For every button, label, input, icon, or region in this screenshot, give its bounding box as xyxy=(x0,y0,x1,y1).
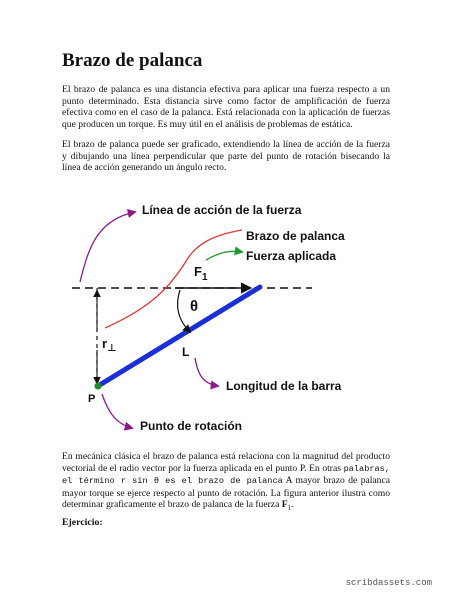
label-L: L xyxy=(182,345,190,359)
punto-arrow xyxy=(102,394,132,428)
force-symbol-text: F xyxy=(281,499,288,511)
paragraph3-mono: palabras, el término r sin θ es el brazo de palanca xyxy=(62,463,390,487)
lever-bar xyxy=(98,287,260,386)
longitud-arrow xyxy=(195,358,218,386)
label-P: P xyxy=(88,393,96,405)
paragraph3-part2: A mayor brazo de palanca mayor torque se ejerce respecto al punto de rotación. La figura anterior ilustra como determinar graficamente el brazo de palanca de la fuerza xyxy=(62,475,390,511)
force-symbol: F xyxy=(194,264,202,279)
exercise-heading: Ejercicio: xyxy=(62,517,103,528)
label-r xyxy=(102,336,116,354)
label-theta: θ xyxy=(190,298,199,315)
r-symbol: r xyxy=(102,336,108,351)
label-fuerza: Fuerza aplicada xyxy=(246,249,337,263)
label-f1 xyxy=(194,264,208,283)
paragraph-definition: El brazo de palanca es una distancia efectiva para aplicar una fuerza respecto a un punto determinado. Esta distancia sirve como factor de amplificación de fuerza efectiva como en el caso de la palanca. Está relacionada con la aplicación de fuerzas que producen un torque. Es muy útil en el análisis de problemas de estática. xyxy=(62,84,390,130)
force-subscript-text: 1 xyxy=(287,504,292,513)
fuerza-arrow xyxy=(206,251,242,260)
theta-angle-arc xyxy=(178,290,190,332)
lever-arm-diagram xyxy=(60,190,380,445)
r-subscript: ⊥ xyxy=(107,343,117,354)
label-linea-accion: Línea de acción de la fuerza xyxy=(142,203,302,217)
label-brazo: Brazo de palanca xyxy=(246,229,345,243)
paragraph-graphing: El brazo de palanca puede ser graficado, extendiendo la línea de acción de la fuerza y dibujando una línea perpendicular que parte del punto de rotación bisecando la línea de acción generando un ángulo recto. xyxy=(62,139,390,174)
pivot-point xyxy=(94,382,101,389)
force-subscript: 1 xyxy=(201,272,208,283)
footer-watermark: scribdassets.com xyxy=(345,578,432,588)
linea-accion-arrow xyxy=(80,212,135,282)
paragraph3-part1: En mecánica clásica el brazo de palanca está relaciona con la magnitud del producto vectorial de el radio vector por la fuerza aplicada en el punto P. En otras xyxy=(62,451,390,474)
paragraph-vector-product xyxy=(62,451,390,515)
label-punto: Punto de rotación xyxy=(140,419,242,433)
paragraph3-end: . xyxy=(291,499,294,511)
label-longitud: Longitud de la barra xyxy=(226,379,342,393)
page-title: Brazo de palanca xyxy=(62,50,203,71)
